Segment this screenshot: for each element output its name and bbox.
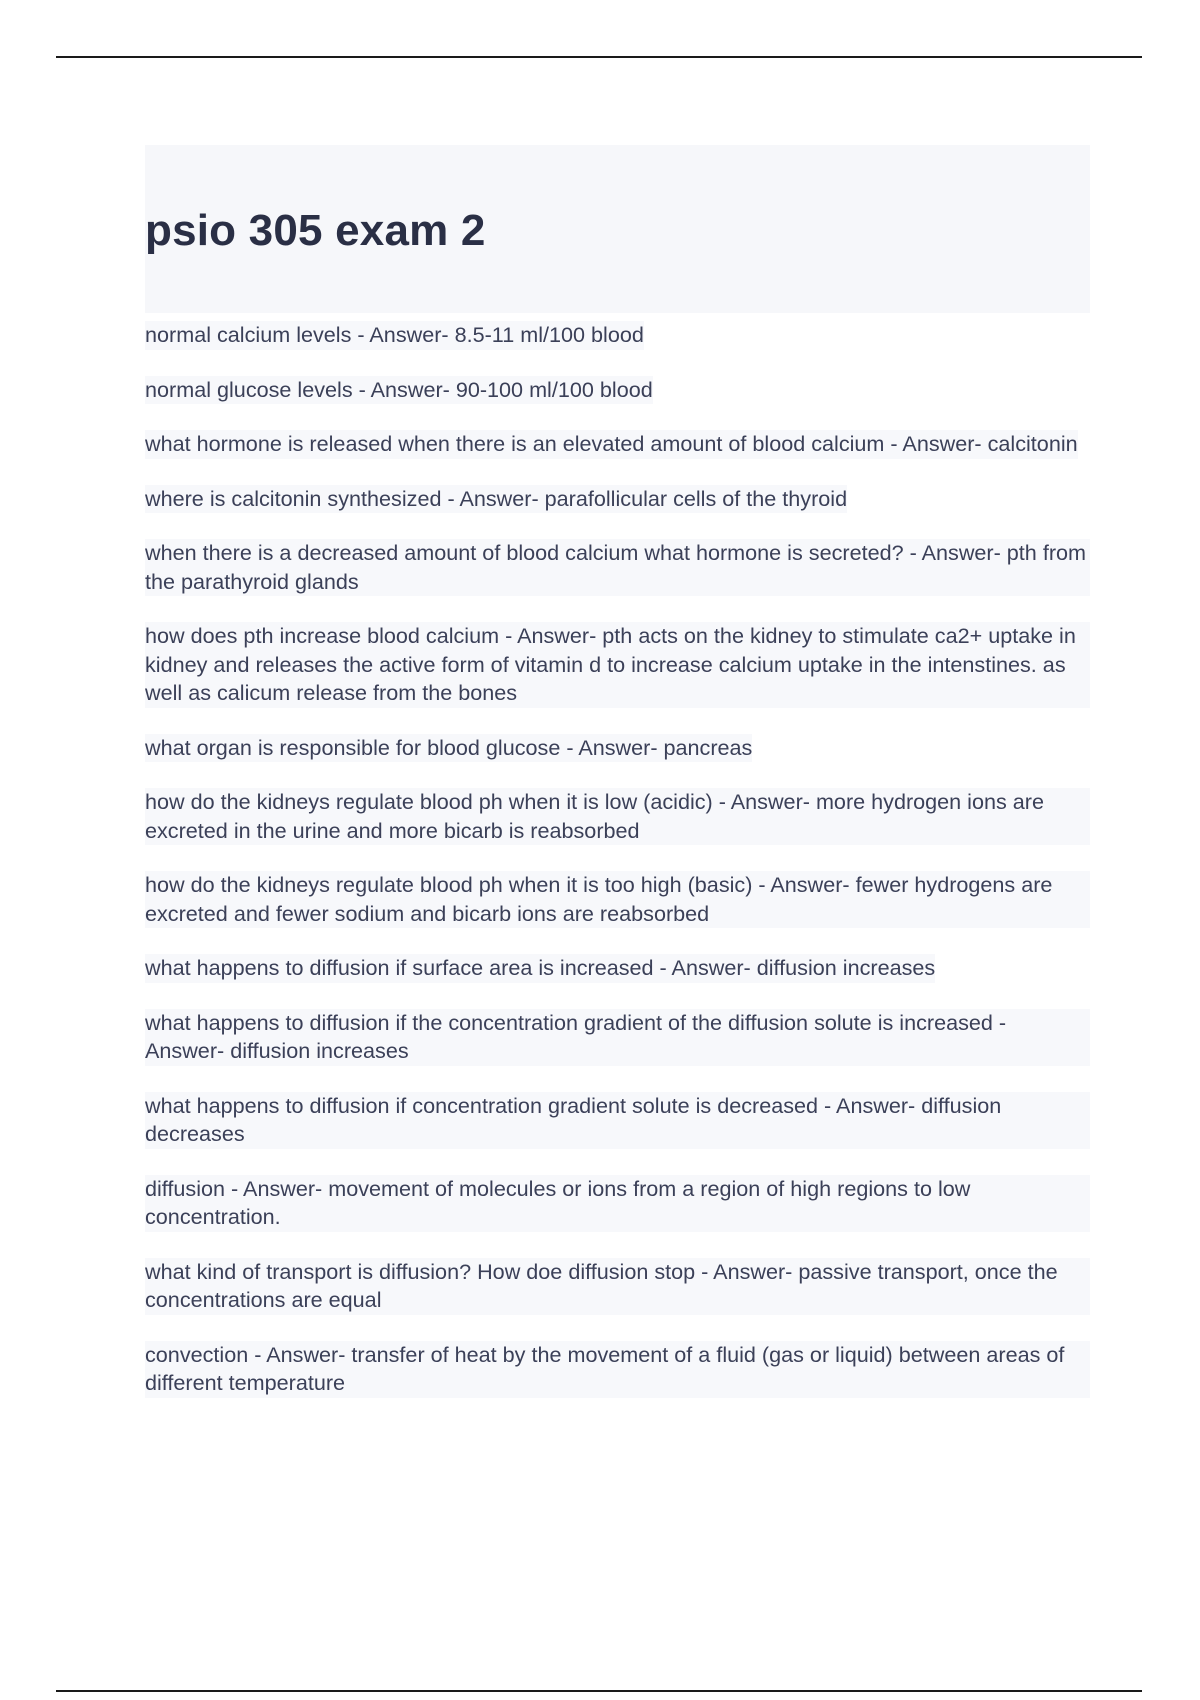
qa-item: normal calcium levels - Answer- 8.5-11 ml/100 blood (145, 321, 644, 350)
qa-item: what kind of transport is diffusion? How doe diffusion stop - Answer- passive transport, once the concentrations are equal (145, 1258, 1090, 1315)
top-rule (56, 56, 1142, 58)
qa-item: where is calcitonin synthesized - Answer- parafollicular cells of the thyroid (145, 485, 847, 514)
qa-item: convection - Answer- transfer of heat by the movement of a fluid (gas or liquid) between areas of different temperature (145, 1341, 1090, 1398)
qa-item: what happens to diffusion if concentration gradient solute is decreased - Answer- diffusion decreases (145, 1092, 1090, 1149)
page-title: psio 305 exam 2 (145, 206, 486, 255)
qa-item: when there is a decreased amount of blood calcium what hormone is secreted? - Answer- pth from the parathyroid glands (145, 539, 1090, 596)
qa-item: diffusion - Answer- movement of molecules or ions from a region of high regions to low concentration. (145, 1175, 1090, 1232)
qa-list (145, 321, 1090, 1424)
qa-item: what organ is responsible for blood glucose - Answer- pancreas (145, 734, 752, 763)
bottom-rule (56, 1690, 1142, 1692)
qa-item: what happens to diffusion if surface area is increased - Answer- diffusion increases (145, 954, 935, 983)
title-block (145, 145, 1090, 313)
qa-item: how do the kidneys regulate blood ph when it is too high (basic) - Answer- fewer hydrogens are excreted and fewer sodium and bicarb ions are reabsorbed (145, 871, 1090, 928)
qa-item: how do the kidneys regulate blood ph when it is low (acidic) - Answer- more hydrogen ions are excreted in the urine and more bicarb is reabsorbed (145, 788, 1090, 845)
qa-item: how does pth increase blood calcium - Answer- pth acts on the kidney to stimulate ca2+ uptake in kidney and releases the active form of vitamin d to increase calcium uptake in the intenstines. as well as calicum release from the bones (145, 622, 1090, 708)
qa-item: what hormone is released when there is an elevated amount of blood calcium - Answer- calcitonin (145, 430, 1078, 459)
document-body (145, 145, 1090, 1424)
qa-item: what happens to diffusion if the concentration gradient of the diffusion solute is increased - Answer- diffusion increases (145, 1009, 1090, 1066)
qa-item: normal glucose levels - Answer- 90-100 ml/100 blood (145, 376, 653, 405)
